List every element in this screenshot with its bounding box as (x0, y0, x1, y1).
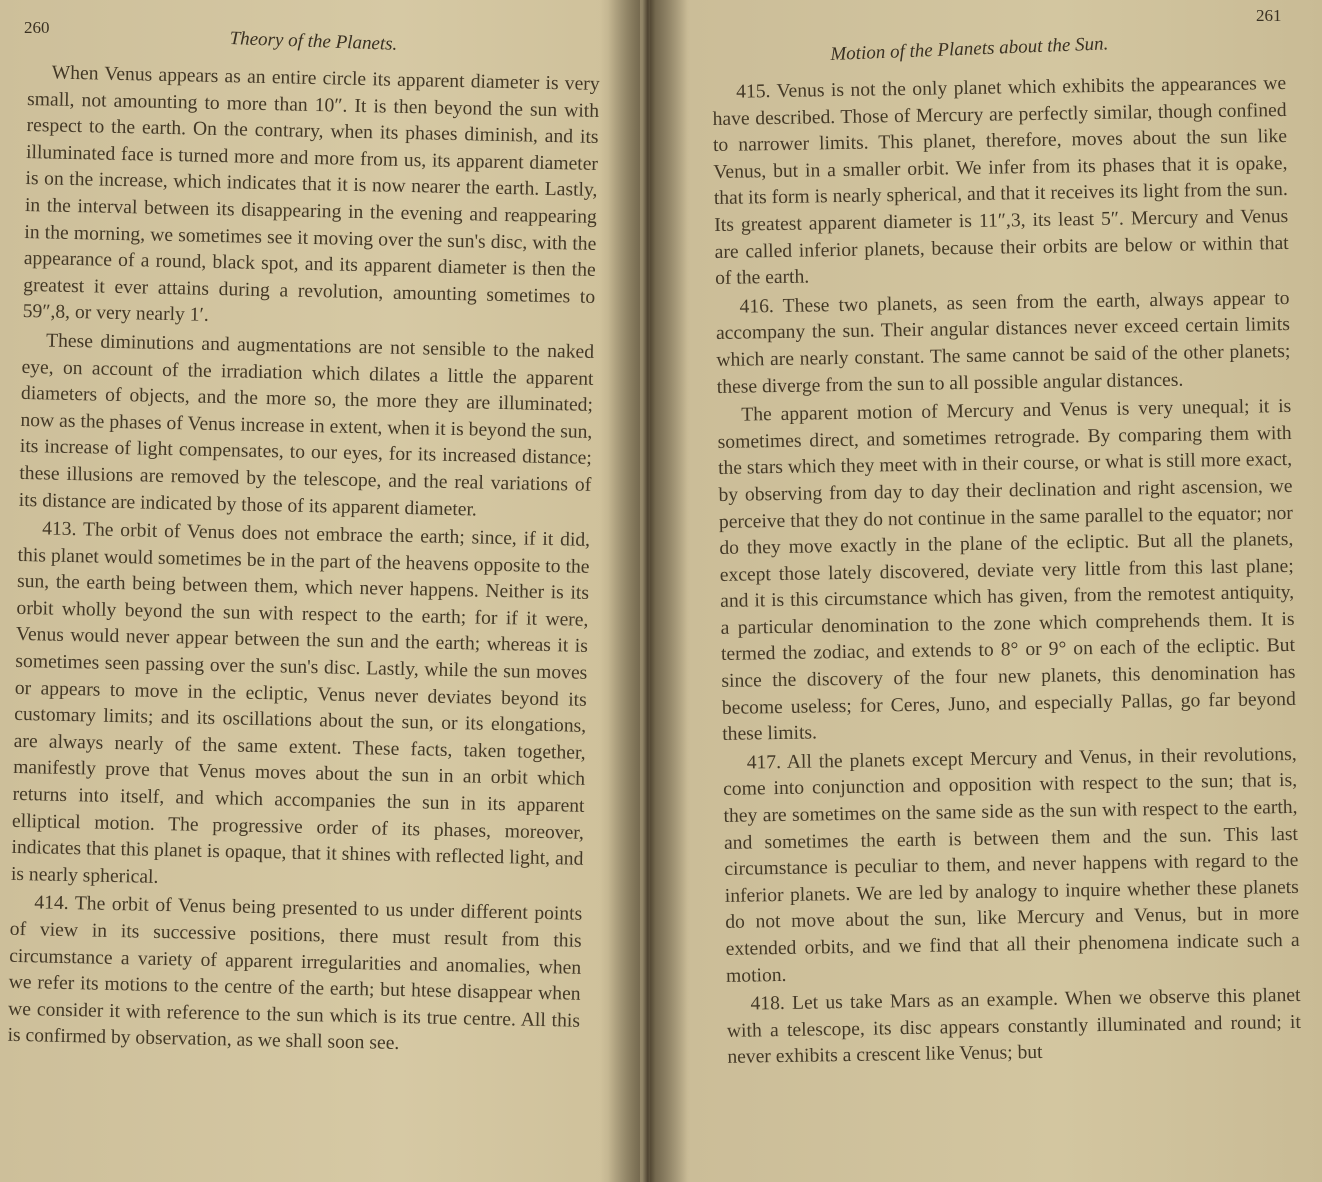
paragraph-text: The apparent motion of Mercury and Venus is very unequal; it is sometimes direct, and sometimes retrograde. By comparing them with the stars which they meet with in their course, or what is still more exact, by observing from day to day their declination and right ascension, we perceive that they do not continue in the same parallel to the equator; nor do they move exactly in the plane of the ecliptic. But all the planets, except those lately discovered, deviate very little from this last plane; and it is this circumstance which has given, from the remotest antiquity, a particular denomination to the zone which comprehends them. It is termed the zodiac, and extends to 8° or 9° on each of the ecliptic. But since the discovery of the four new planets, this denomination has become useless; for Ceres, Juno, and especially Pallas, go far beyond these limits. (717, 396, 1296, 746)
paragraph-number: 418. (750, 993, 785, 1015)
paragraph (22, 60, 599, 338)
paragraph-text: The orbit of Venus being presented to us under different points of view in its successive positions, there must result from this circumstance a variety of apparent irregularities and anomalies, when we refer its motions to the centre of the earth; but htese disappear when we consider it with reference to the sun which is its true centre. All this is confirmed by observation, as we shall soon see. (7, 893, 583, 1055)
right-page (650, 0, 1322, 1182)
paragraph (712, 71, 1289, 293)
left-page (0, 0, 640, 1182)
page-number: 260 (24, 18, 50, 37)
paragraph (723, 742, 1301, 990)
paragraph-text: When Venus appears as an entire circle its apparent diameter is very small, not amounting to more than 10″. It is then beyond the sun with respect to the earth. On the contrary, when its phases diminish, and its illuminated face is turned more and more from us, its apparent diameter is on the increase, which indicates that it is now nearer the earth. Lastly, in the interval between its disappearing in the evening and reappearing in the morning, we sometimes see it moving over the sun's disc, with the appearance of a round, black spot, and its apparent diameter is then the greatest it ever attains during a revolution, amounting sometimes to 59″,8, or very nearly 1′. (22, 62, 600, 327)
page-number: 261 (1256, 6, 1282, 25)
paragraph (18, 328, 594, 526)
paragraph-text: Let us take Mars as an example. When we observe this planet with a telescope, its disc appears constantly illuminated and round; it never exhibits a crescent like Venus; but (726, 985, 1302, 1069)
page-body (712, 71, 1302, 1072)
paragraph-text: These diminutions and augmentations are not sensible to the naked eye, on account of the irradiation which dilates a little the apparent diameters of objects, and the more so, the more they are illuminated; now as the phases of Venus increase in extent, when it is beyond the sun, its increase of light compensates, to our eyes, for its increased distance; these illusions are removed by the telescope, and the real variations of its distance are indicated by those of its apparent diameter. (18, 330, 595, 520)
paragraph-number: 413. (41, 518, 77, 541)
paragraph (726, 983, 1301, 1072)
paragraph-number: 415. (736, 81, 771, 103)
paragraph-number: 417. (746, 751, 782, 774)
paragraph-text: Venus is not the only planet which exhibits the appearances we have described. Those of Mercury are perfectly similar, though confined to narrower limits. This planet, therefore, moves about the sun like Venus, but in a smaller orbit. We infer from its phases that it is opake, that its form is nearly spherical, and that it receives its light from the sun. Its greatest apparent diameter is 11″,3, its least 5″. Mercury and Venus are called inferior planets, because their orbits are below or within that of the earth. (712, 72, 1289, 290)
paragraph-number: 414. (34, 892, 69, 915)
gutter-shadow (600, 0, 640, 1182)
running-head: Motion of the Planets about the Sun. (830, 33, 1109, 65)
paragraph (717, 394, 1296, 749)
gutter-shadow (650, 0, 690, 1182)
paragraph-text: All the planets except Mercury and Venus, in their revolutions, come into conjunction and opposition with respect to the sun; that is, they are sometimes on the same side as the sun with respect to the earth, and sometimes the earth is between them and the sun. This last circumstance is peculiar to them, and never happens with regard to the inferior planets. We are led by analogy to inquire whether these planets do not move about the sun, like Mercury and Venus, but in more extended orbits, and we find that all their phenomena indicate such a motion. (722, 743, 1300, 987)
paragraph-text: The orbit of Venus does not embrace the earth; since, if it did, this planet would sometimes be in the part of the heavens opposite to the sun, the earth being between them, which never happens. Neither is its orbit wholly beyond the sun with respect to the earth; for if it were, Venus would never appear between the sun and the earth; whereas it is sometimes seen passing over the sun's disc. Lastly, while the sun moves or appears to move in the ecliptic, Venus never deviates beyond its customary limits; and its oscillations about the sun, or its elongations, are always nearly of the same extent. These facts, taken together, manifestly prove that Venus moves about the sun in an orbit which returns into itself, and which accompanies the sun in its apparent elliptical motion. The progressive order of its phases, moreover, indicates that this planet is opaque, that it shines with reflected light, and is nearly spherical. (10, 519, 591, 888)
paragraph-text: These two planets, as seen from the earth, always appear to accompany the sun. Their angular distances never exceed certain limits which are nearly constant. The same cannot be said of the other planets; these diverge from the sun to all possible angular distances. (715, 287, 1291, 398)
running-head: Theory of the Planets. (229, 28, 398, 55)
paragraph (11, 516, 591, 900)
page-body (7, 60, 600, 1062)
paragraph (715, 286, 1291, 401)
paragraph (7, 890, 582, 1062)
paragraph-number: 416. (739, 295, 775, 318)
